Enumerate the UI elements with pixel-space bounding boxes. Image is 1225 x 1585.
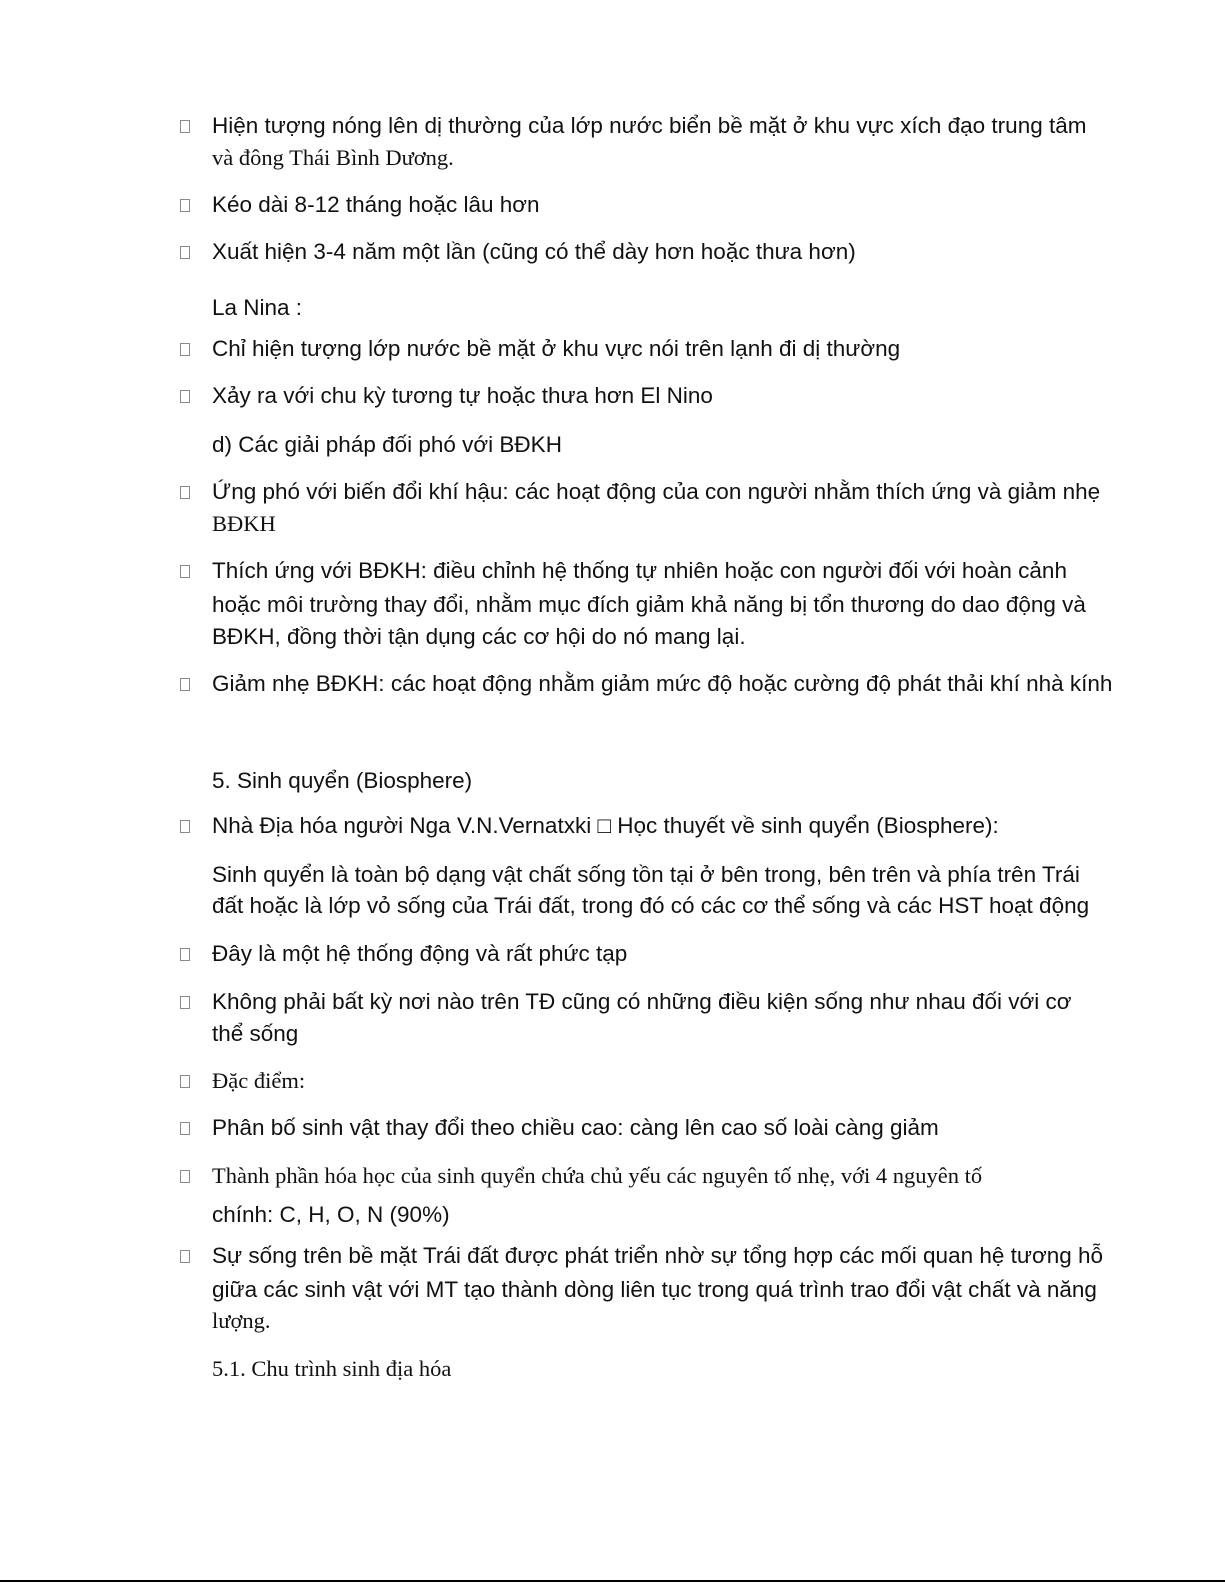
bullet-box-icon bbox=[180, 390, 190, 403]
paragraph-life-interactions-cont: giữa các sinh vật với MT tạo thành dòng liên tục trong quá trình trao đổi vật chất và năng bbox=[212, 1277, 1097, 1302]
paragraph-frequency: Xuất hiện 3-4 năm một lần (cũng có thể dày hơn hoặc thưa hơn) bbox=[212, 239, 856, 264]
bullet-box-icon bbox=[180, 678, 190, 691]
paragraph-mitigation: Giảm nhẹ BĐKH: các hoạt động nhằm giảm mức độ hoặc cường độ phát thải khí nhà kính bbox=[212, 671, 1113, 696]
paragraph-la-nina-cycle: Xảy ra với chu kỳ tương tự hoặc thưa hơn El Nino bbox=[212, 383, 713, 408]
paragraph-living-conditions: Không phải bất kỳ nơi nào trên TĐ cũng có những điều kiện sống như nhau đối với cơ bbox=[212, 989, 1072, 1014]
paragraph-dynamic-system: Đây là một hệ thống động và rất phức tạp bbox=[212, 941, 628, 966]
bullet-box-icon bbox=[180, 1250, 190, 1263]
bullet-box-icon bbox=[180, 948, 190, 961]
paragraph-chemical-composition: Thành phần hóa học của sinh quyển chứa chủ yếu các nguyên tố nhẹ, với 4 nguyên tố bbox=[212, 1163, 983, 1188]
paragraph-duration: Kéo dài 8-12 tháng hoặc lâu hơn bbox=[212, 192, 540, 217]
paragraph-living-conditions-cont: thể sống bbox=[212, 1021, 299, 1046]
bullet-box-icon bbox=[180, 1122, 190, 1135]
paragraph-life-interactions-cont2: lượng. bbox=[212, 1308, 271, 1333]
bullet-box-icon bbox=[180, 120, 190, 133]
page-bottom-border bbox=[0, 1580, 1225, 1582]
bullet-box-icon bbox=[180, 1170, 190, 1183]
bullet-box-icon bbox=[180, 486, 190, 499]
paragraph-altitude-distribution: Phân bố sinh vật thay đổi theo chiều cao: càng lên cao số loài càng giảm bbox=[212, 1115, 939, 1140]
bullet-box-icon bbox=[180, 343, 190, 356]
bullet-box-icon bbox=[180, 996, 190, 1009]
heading-la-nina: La Nina : bbox=[212, 295, 303, 320]
bullet-box-icon bbox=[180, 820, 190, 833]
paragraph-life-interactions: Sự sống trên bề mặt Trái đất được phát triển nhờ sự tổng hợp các mối quan hệ tương hỗ bbox=[212, 1243, 1104, 1268]
paragraph-el-nino-definition-cont: và đông Thái Bình Dương. bbox=[212, 145, 454, 170]
paragraph-el-nino-definition: Hiện tượng nóng lên dị thường của lớp nước biển bề mặt ở khu vực xích đạo trung tâm bbox=[212, 113, 1087, 138]
paragraph-adaptation-cont2: BĐKH, đồng thời tận dụng các cơ hội do nó mang lại. bbox=[212, 624, 746, 649]
paragraph-adaptation-cont: hoặc môi trường thay đổi, nhằm mục đích giảm khả năng bị tổn thương do dao động và bbox=[212, 592, 1086, 617]
paragraph-response: Ứng phó với biến đổi khí hậu: các hoạt động của con người nhằm thích ứng và giảm nhẹ bbox=[212, 479, 1101, 504]
paragraph-adaptation: Thích ứng với BĐKH: điều chỉnh hệ thống tự nhiên hoặc con người đối với hoàn cảnh bbox=[212, 558, 1067, 583]
paragraph-chemical-composition-cont: chính: C, H, O, N (90%) bbox=[212, 1202, 450, 1227]
paragraph-la-nina-definition: Chỉ hiện tượng lớp nước bề mặt ở khu vực nói trên lạnh đi dị thường bbox=[212, 336, 901, 361]
heading-biogeochemical-cycle: 5.1. Chu trình sinh địa hóa bbox=[212, 1356, 452, 1381]
paragraph-response-cont: BĐKH bbox=[212, 511, 276, 536]
paragraph-biosphere-definition: Sinh quyển là toàn bộ dạng vật chất sống tồn tại ở bên trong, bên trên và phía trên Trái bbox=[212, 862, 1080, 887]
bullet-box-icon bbox=[180, 199, 190, 212]
paragraph-biosphere-definition-cont: đất hoặc là lớp vỏ sống của Trái đất, trong đó có các cơ thể sống và các HST hoạt động bbox=[212, 893, 1090, 918]
bullet-box-icon bbox=[180, 246, 190, 259]
heading-solutions: d) Các giải pháp đối phó với BĐKH bbox=[212, 432, 562, 457]
paragraph-vernadsky: Nhà Địa hóa người Nga V.N.Vernatxki □ Học thuyết về sinh quyển (Biosphere): bbox=[212, 813, 999, 838]
heading-biosphere: 5. Sinh quyển (Biosphere) bbox=[212, 768, 473, 793]
bullet-box-icon bbox=[180, 1075, 190, 1088]
heading-characteristics: Đặc điểm: bbox=[212, 1068, 306, 1093]
bullet-box-icon bbox=[180, 565, 190, 578]
